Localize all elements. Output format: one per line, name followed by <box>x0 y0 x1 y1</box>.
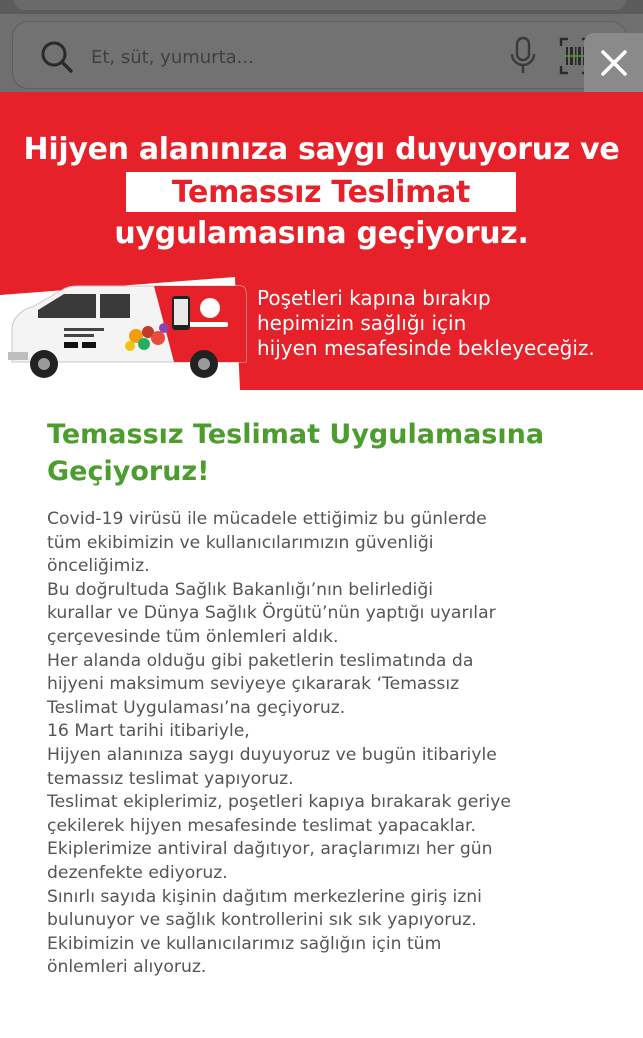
close-button[interactable] <box>584 33 643 92</box>
banner-subtext-line: hijyen mesafesinde bekleyeceğiz. <box>257 336 595 360</box>
search-icon <box>39 39 75 75</box>
article-line: çerçevesinde tüm önlemleri aldık. <box>47 626 339 647</box>
article-line: dezenfekte ediyoruz. <box>47 862 228 883</box>
search-input[interactable] <box>89 42 453 72</box>
article-title <box>47 416 607 490</box>
article-line: Her alanda olduğu gibi paketlerin teslimatında da <box>47 650 474 671</box>
delivery-van-image <box>4 282 250 382</box>
microphone-icon[interactable] <box>509 36 537 76</box>
top-strip <box>0 0 643 14</box>
banner-subtext <box>257 286 637 361</box>
banner-subtext-line: hepimizin sağlığı için <box>257 311 467 335</box>
article-line: 16 Mart tarihi itibariyle, <box>47 721 250 742</box>
article-line: Ekiplerimize antiviral dağıtıyor, araçlarımızı her gün <box>47 839 493 860</box>
contactless-delivery-banner <box>0 92 643 390</box>
article-body <box>47 508 607 980</box>
article-line: temassız teslimat yapıyoruz. <box>47 768 294 789</box>
article-line: Teslimat Uygulaması’na geçiyoruz. <box>47 697 346 718</box>
banner-headline-end: uygulamasına geçiyoruz. <box>114 216 529 251</box>
article-title-line: Geçiyoruz! <box>47 456 210 487</box>
article-line: çekilerek hijyen mesafesinde teslimat yapacaklar. <box>47 815 476 836</box>
banner-headline: Hijyen alanınıza saygı duyuyoruz ve <box>23 132 620 167</box>
close-icon <box>599 48 629 78</box>
article-line: Bu doğrultuda Sağlık Bakanlığı’nın belirlediği <box>47 579 434 600</box>
article-line: hijyeni maksimum seviyeye çıkararak ‘Temassız <box>47 674 460 695</box>
banner-highlight: Temassız Teslimat <box>171 174 471 210</box>
article-line: Sınırlı sayıda kişinin dağıtım merkezlerine giriş izni <box>47 886 482 907</box>
article-line: önlemleri alıyoruz. <box>47 957 207 978</box>
banner-subtext-line: Poşetleri kapına bırakıp <box>257 286 491 310</box>
article-line: Hijyen alanınıza saygı duyuyoruz ve bugün itibariyle <box>47 744 497 765</box>
article-line: Covid-19 virüsü ile mücadele ettiğimiz bu günlerde <box>47 509 487 529</box>
search-bar[interactable] <box>12 21 627 89</box>
article-line: Teslimat ekiplerimiz, poşetleri kapıya bırakarak geriye <box>47 792 511 813</box>
banner-highlight-box <box>126 172 516 212</box>
article-line: kurallar ve Dünya Sağlık Örgütü’nün yaptığı uyarılar <box>47 603 496 624</box>
article-title-line: Temassız Teslimat Uygulamasına <box>47 419 545 450</box>
article-line: bulunuyor ve sağlık kontrollerini sık sık yapıyoruz. <box>47 910 477 931</box>
article-line: Ekibimizin ve kullanıcılarımız sağlığın için tüm <box>47 933 442 954</box>
article-line: önceliğimiz. <box>47 556 150 577</box>
article-line: tüm ekibimizin ve kullanıcılarımızın güvenliği <box>47 532 434 553</box>
app-header-overlay <box>0 0 643 92</box>
